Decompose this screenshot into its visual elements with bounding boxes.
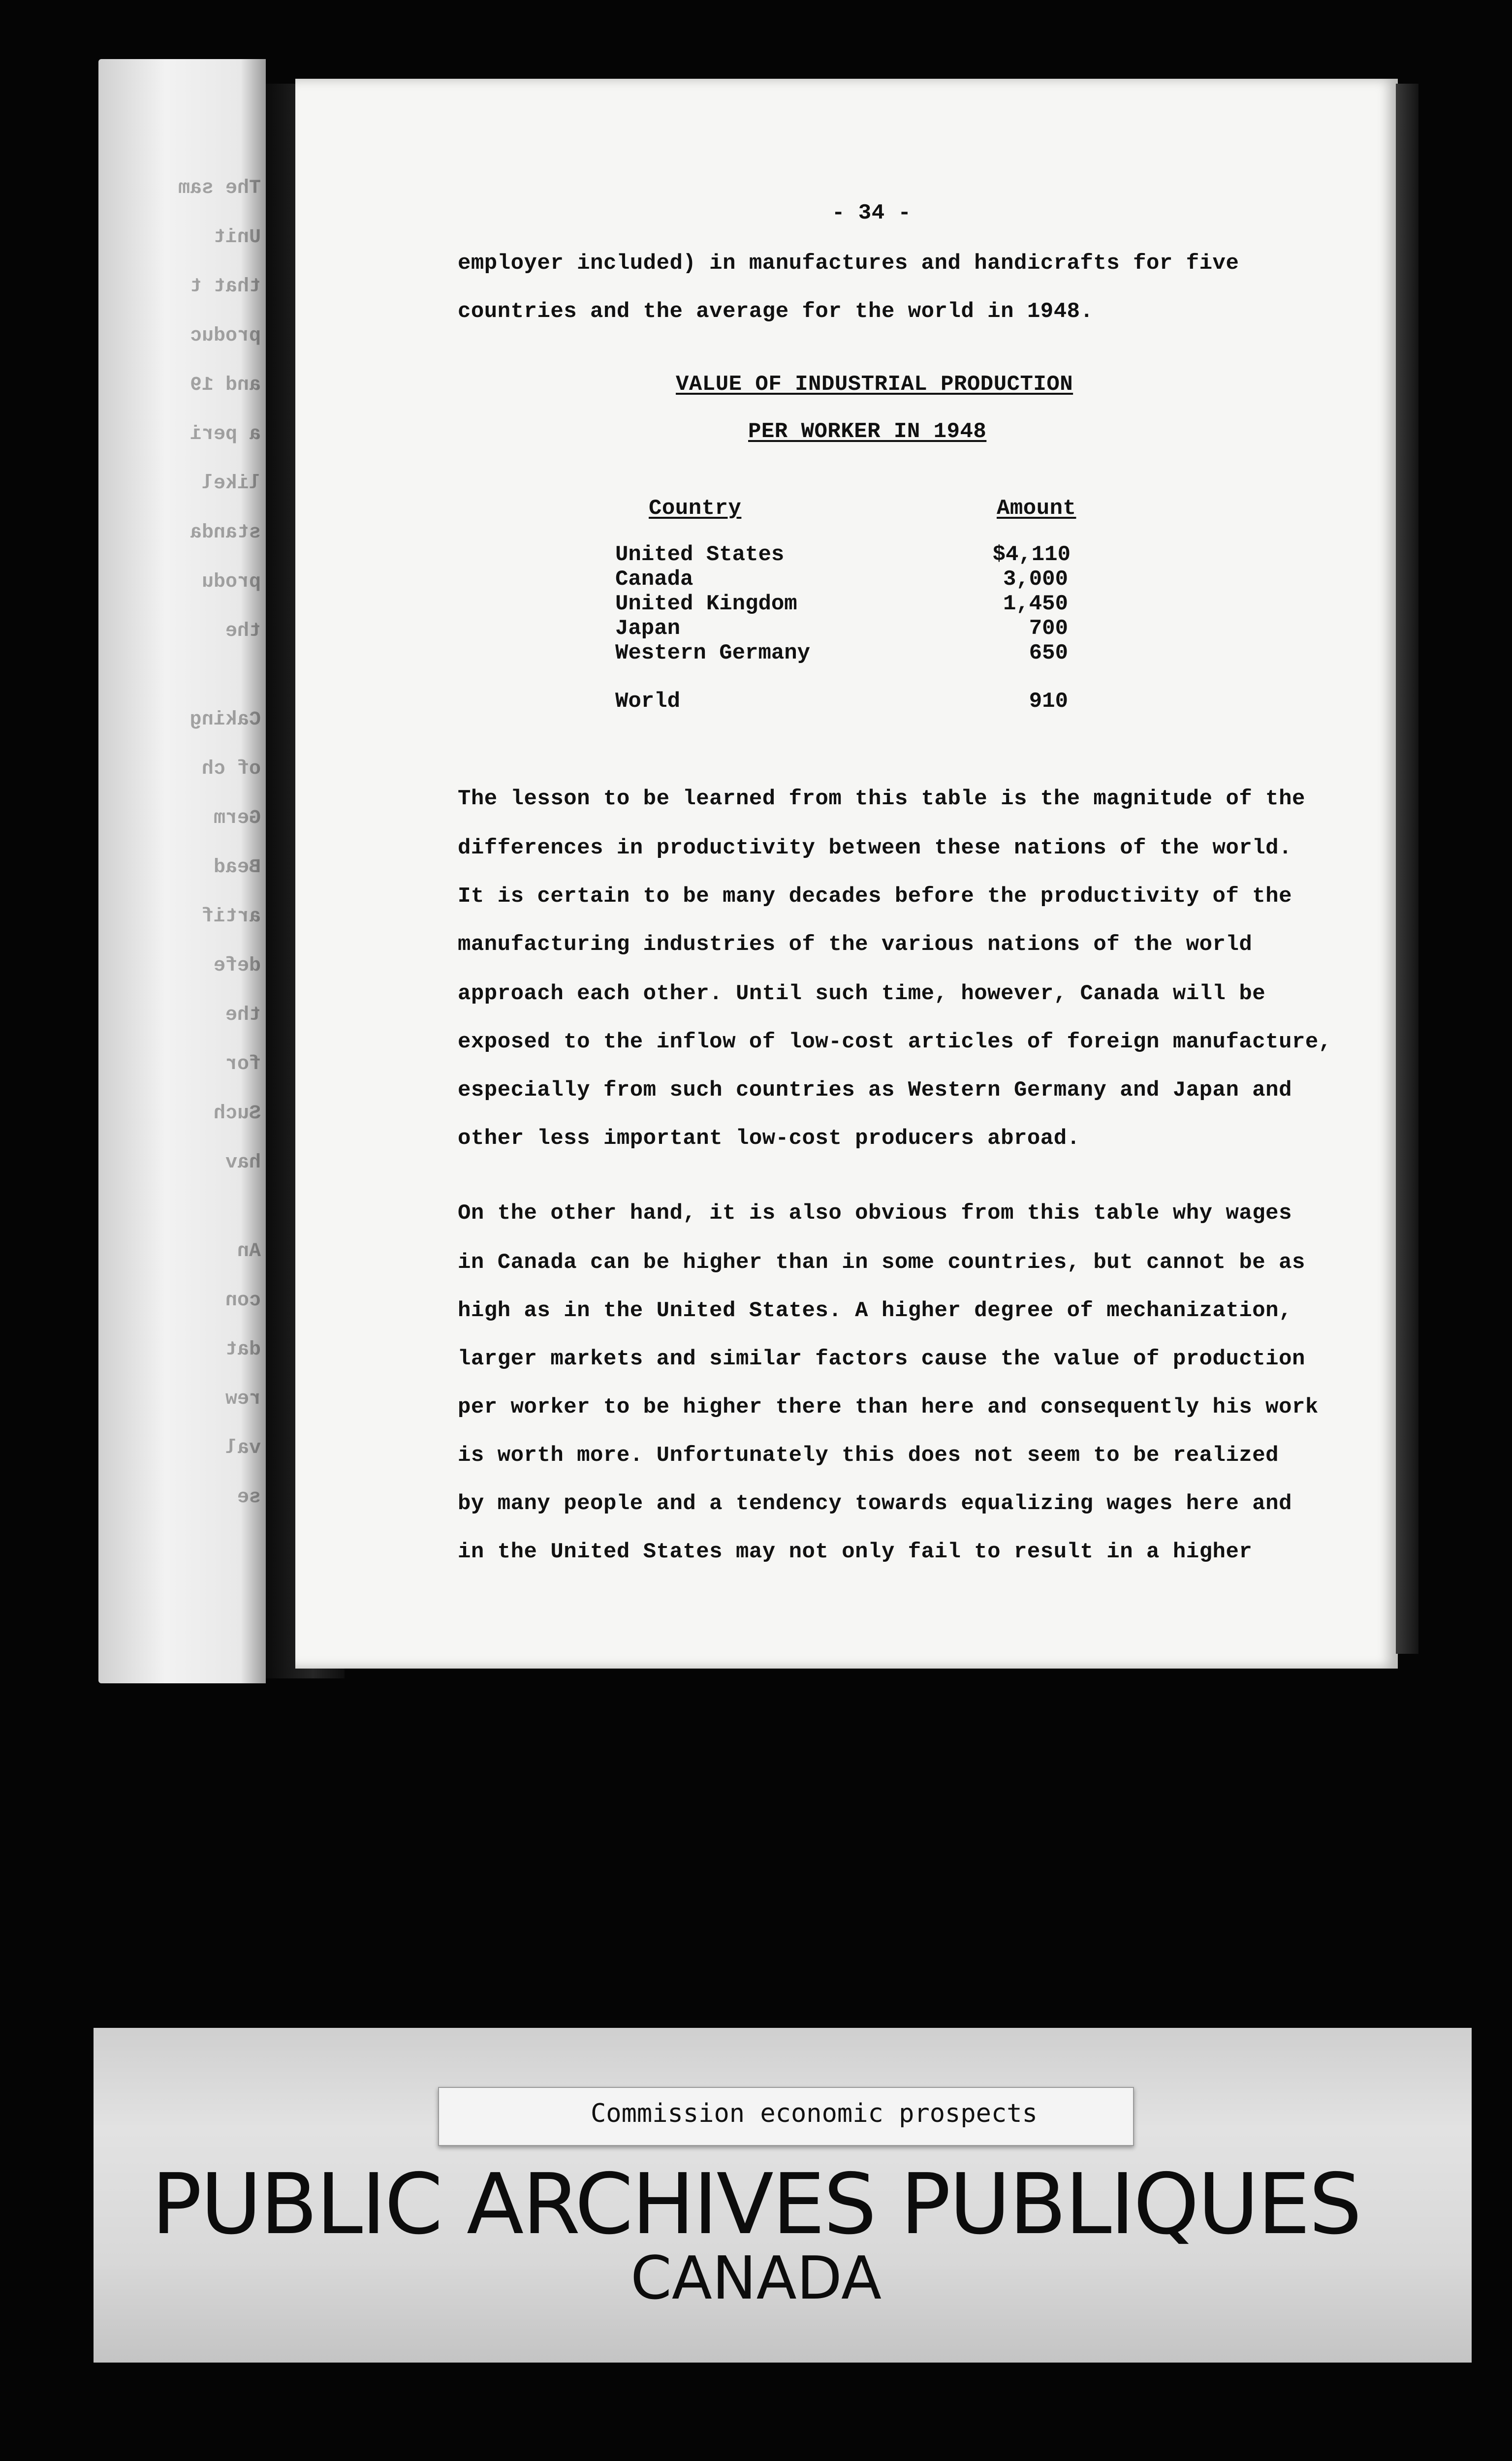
- body-line: exposed to the inflow of low-cost articles of foreign manufacture,: [458, 1030, 1332, 1054]
- table-cell-amount: 3,000: [1003, 567, 1068, 592]
- table-cell-amount: 910: [1029, 689, 1068, 714]
- body-line: especially from such countries as Western Germany and Japan and: [458, 1078, 1292, 1103]
- body-line: differences in productivity between these nations of the world.: [458, 836, 1292, 860]
- body-line: manufacturing industries of the various nations of the world: [458, 932, 1253, 957]
- left-page-fragment: standa: [189, 522, 261, 544]
- left-page-fragment: the: [225, 620, 261, 642]
- left-page-fragment: the: [225, 1004, 261, 1026]
- collection-name: Commission economic prospects: [591, 2099, 1038, 2128]
- page-edge-shadow: [1396, 84, 1418, 1654]
- body-line: It is certain to be many decades before the productivity of the: [458, 884, 1292, 909]
- table-cell-country: Japan: [615, 616, 681, 641]
- left-page-fragment: val: [225, 1437, 261, 1459]
- table-header-amount: Amount: [997, 496, 1076, 521]
- body-line: per worker to be higher there than here and consequently his work: [458, 1395, 1319, 1420]
- left-page-fragment: se: [237, 1486, 261, 1509]
- table-cell-country: United States: [615, 542, 785, 567]
- body-line: On the other hand, it is also obvious from this table why wages: [458, 1201, 1292, 1226]
- left-page-fragment: Such: [213, 1103, 261, 1125]
- table-cell-amount: 650: [1029, 641, 1068, 665]
- table-cell-country: United Kingdom: [615, 592, 797, 616]
- table-title-line2: PER WORKER IN 1948: [748, 419, 987, 444]
- body-line: high as in the United States. A higher degree of mechanization,: [458, 1298, 1292, 1323]
- table-row: [615, 567, 1068, 592]
- body-line: approach each other. Until such time, however, Canada will be: [458, 981, 1266, 1006]
- table-header-country: Country: [649, 496, 742, 521]
- body-line: is worth more. Unfortunately this does not seem to be realized: [458, 1443, 1279, 1468]
- left-page-fragment: rew: [225, 1388, 261, 1410]
- table-row: [615, 592, 1068, 616]
- archive-country: CANADA: [630, 2244, 882, 2313]
- table-title-line1: VALUE OF INDUSTRIAL PRODUCTION: [676, 372, 1073, 397]
- left-page-fragment: The sam: [178, 177, 261, 199]
- left-page-fragment: and 19: [189, 374, 261, 396]
- left-page-fragment: that t: [189, 276, 261, 298]
- left-page-fragment: produ: [201, 571, 261, 593]
- table-cell-amount: $4,110: [992, 542, 1071, 567]
- body-line: by many people and a tendency towards equalizing wages here and: [458, 1491, 1292, 1516]
- left-page-fragment: hav: [225, 1152, 261, 1174]
- table-cell-amount: 1,450: [1003, 592, 1068, 616]
- left-page-fragment: Caking: [189, 709, 261, 731]
- left-page-fragment: Germ: [213, 807, 261, 829]
- table-row-world: [615, 689, 1068, 714]
- body-line: other less important low-cost producers abroad.: [458, 1126, 1080, 1151]
- left-page-fragment: Bead: [213, 856, 261, 879]
- left-page-fragment: a peri: [189, 423, 261, 445]
- left-page-fragment: Unit: [213, 226, 261, 249]
- intro-line: employer included) in manufactures and handicrafts for five: [458, 251, 1239, 276]
- left-page-fragment: of ch: [201, 758, 261, 780]
- body-line: in the United States may not only fail to result in a higher: [458, 1540, 1253, 1564]
- left-page-fragment: defe: [213, 955, 261, 977]
- archive-title: PUBLIC ARCHIVES PUBLIQUES: [151, 2156, 1361, 2253]
- left-page-fragment: dat: [225, 1339, 261, 1361]
- table-cell-amount: 700: [1029, 616, 1068, 641]
- intro-line: countries and the average for the world in 1948.: [458, 299, 1094, 324]
- body-line: larger markets and similar factors cause the value of production: [458, 1347, 1305, 1371]
- body-line: in Canada can be higher than in some countries, but cannot be as: [458, 1250, 1305, 1275]
- table-row: [615, 616, 1068, 641]
- table-cell-country: World: [615, 689, 681, 714]
- page-number: - 34 -: [832, 201, 912, 225]
- left-page-fragment: con: [225, 1290, 261, 1312]
- left-page-edge: [98, 59, 266, 1683]
- table-cell-country: Western Germany: [615, 641, 811, 665]
- table-row: [615, 542, 1071, 567]
- body-line: The lesson to be learned from this table is the magnitude of the: [458, 787, 1305, 811]
- left-page-fragment: likel: [201, 473, 261, 495]
- left-page-fragment: An: [237, 1240, 261, 1262]
- left-page-fragment: produc: [189, 325, 261, 347]
- table-row: [615, 641, 1068, 665]
- left-page-fragment: artif: [201, 906, 261, 928]
- left-page-fragment: for: [225, 1053, 261, 1075]
- table-cell-country: Canada: [615, 567, 693, 592]
